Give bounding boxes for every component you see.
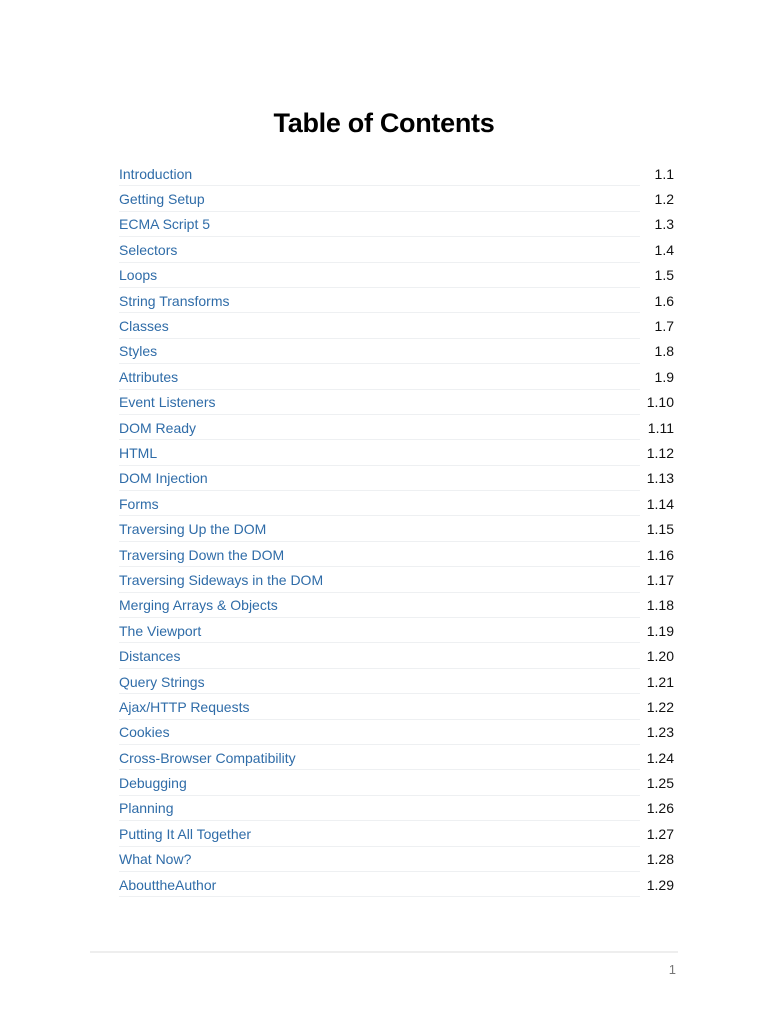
- toc-entry-link[interactable]: Traversing Sideways in the DOM: [119, 571, 324, 588]
- toc-entry: [119, 491, 674, 516]
- toc-entry-number: 1.23: [646, 724, 674, 741]
- toc-entry: [119, 745, 674, 770]
- toc-entry: [119, 720, 674, 745]
- toc-entry-number: 1.22: [646, 698, 674, 715]
- toc-entry-link[interactable]: Forms: [119, 495, 159, 512]
- toc-entry: [119, 364, 674, 389]
- toc-list: [119, 161, 674, 897]
- toc-entry-number: 1.25: [646, 775, 674, 792]
- toc-entry-number: 1.26: [646, 800, 674, 817]
- toc-entry-number: 1.15: [646, 521, 674, 538]
- toc-entry: [119, 288, 674, 313]
- toc-entry-number: 1.21: [646, 673, 674, 690]
- toc-entry-link[interactable]: HTML: [119, 444, 158, 461]
- toc-entry: [119, 770, 674, 795]
- toc-entry: [119, 263, 674, 288]
- toc-entry-link[interactable]: Planning: [119, 800, 174, 817]
- toc-entry: [119, 542, 674, 567]
- toc-entry-number: 1.5: [654, 267, 674, 284]
- toc-entry-link[interactable]: Event Listeners: [119, 394, 216, 411]
- toc-entry-link[interactable]: Putting It All Together: [119, 825, 252, 842]
- toc-entry: [119, 313, 674, 338]
- toc-entry-number: 1.6: [654, 292, 674, 309]
- toc-entry: [119, 339, 674, 364]
- toc-entry-link[interactable]: Merging Arrays & Objects: [119, 597, 278, 614]
- toc-entry-number: 1.12: [646, 444, 674, 461]
- toc-entry-link[interactable]: Loops: [119, 267, 158, 284]
- toc-entry: [119, 516, 674, 541]
- toc-entry: [119, 821, 674, 846]
- toc-entry-number: 1.17: [646, 571, 674, 588]
- toc-entry-number: 1.27: [646, 825, 674, 842]
- toc-entry: [119, 847, 674, 872]
- toc-entry-number: 1.28: [646, 851, 674, 868]
- toc-entry-number: 1.19: [646, 622, 674, 639]
- toc-entry-number: 1.13: [646, 470, 674, 487]
- toc-entry-link[interactable]: DOM Ready: [119, 419, 197, 436]
- toc-entry-link[interactable]: Ajax/HTTP Requests: [119, 698, 250, 715]
- page-number: 1: [668, 962, 676, 977]
- toc-entry-number: 1.3: [654, 216, 674, 233]
- toc-entry: [119, 694, 674, 719]
- toc-entry: [119, 186, 674, 211]
- toc-entry-link[interactable]: Cookies: [119, 724, 170, 741]
- toc-entry: [119, 643, 674, 668]
- toc-entry-link[interactable]: Attributes: [119, 368, 179, 385]
- toc-entry-link[interactable]: Query Strings: [119, 673, 205, 690]
- toc-entry-link[interactable]: The Viewport: [119, 622, 202, 639]
- page-title: Table of Contents: [273, 108, 495, 138]
- toc-entry-number: 1.11: [647, 419, 674, 436]
- toc-entry: [119, 669, 674, 694]
- toc-entry: [119, 567, 674, 592]
- toc-entry-link[interactable]: Classes: [119, 318, 169, 335]
- toc-entry-number: 1.24: [646, 749, 674, 766]
- toc-entry: [119, 593, 674, 618]
- toc-entry-number: 1.8: [654, 343, 674, 360]
- toc-entry-link[interactable]: Selectors: [119, 241, 178, 258]
- toc-entry-link[interactable]: Getting Setup: [119, 191, 205, 208]
- toc-entry-number: 1.1: [654, 165, 674, 182]
- toc-entry-link[interactable]: Debugging: [119, 775, 187, 792]
- toc-entry: [119, 796, 674, 821]
- toc-entry-link[interactable]: Cross-Browser Compatibility: [119, 749, 296, 766]
- toc-entry-number: 1.7: [654, 318, 674, 335]
- toc-entry-link[interactable]: Distances: [119, 648, 181, 665]
- toc-entry-number: 1.16: [646, 546, 674, 563]
- toc-entry-link[interactable]: What Now?: [119, 851, 192, 868]
- toc-entry: [119, 440, 674, 465]
- toc-entry-link[interactable]: Introduction: [119, 165, 193, 182]
- toc-entry: [119, 237, 674, 262]
- toc-entry: [119, 161, 674, 186]
- toc-entry-link[interactable]: Styles: [119, 343, 158, 360]
- toc-entry-link[interactable]: AbouttheAuthor: [119, 876, 217, 893]
- toc-entry-link[interactable]: Traversing Up the DOM: [119, 521, 267, 538]
- toc-entry-link[interactable]: Traversing Down the DOM: [119, 546, 285, 563]
- toc-entry-number: 1.4: [654, 241, 674, 258]
- footer-divider: [90, 951, 678, 953]
- toc-entry: [119, 872, 674, 897]
- toc-entry-number: 1.2: [654, 191, 674, 208]
- toc-entry: [119, 466, 674, 491]
- toc-entry: [119, 390, 674, 415]
- toc-entry-number: 1.14: [646, 495, 674, 512]
- toc-entry-number: 1.18: [646, 597, 674, 614]
- toc-entry-link[interactable]: String Transforms: [119, 292, 230, 309]
- toc-entry-number: 1.10: [646, 394, 674, 411]
- toc-entry: [119, 212, 674, 237]
- toc-entry-number: 1.20: [646, 648, 674, 665]
- toc-entry-number: 1.29: [646, 876, 674, 893]
- toc-entry: [119, 618, 674, 643]
- toc-entry: [119, 415, 674, 440]
- toc-entry-link[interactable]: DOM Injection: [119, 470, 208, 487]
- toc-entry-link[interactable]: ECMA Script 5: [119, 216, 211, 233]
- toc-entry-number: 1.9: [654, 368, 674, 385]
